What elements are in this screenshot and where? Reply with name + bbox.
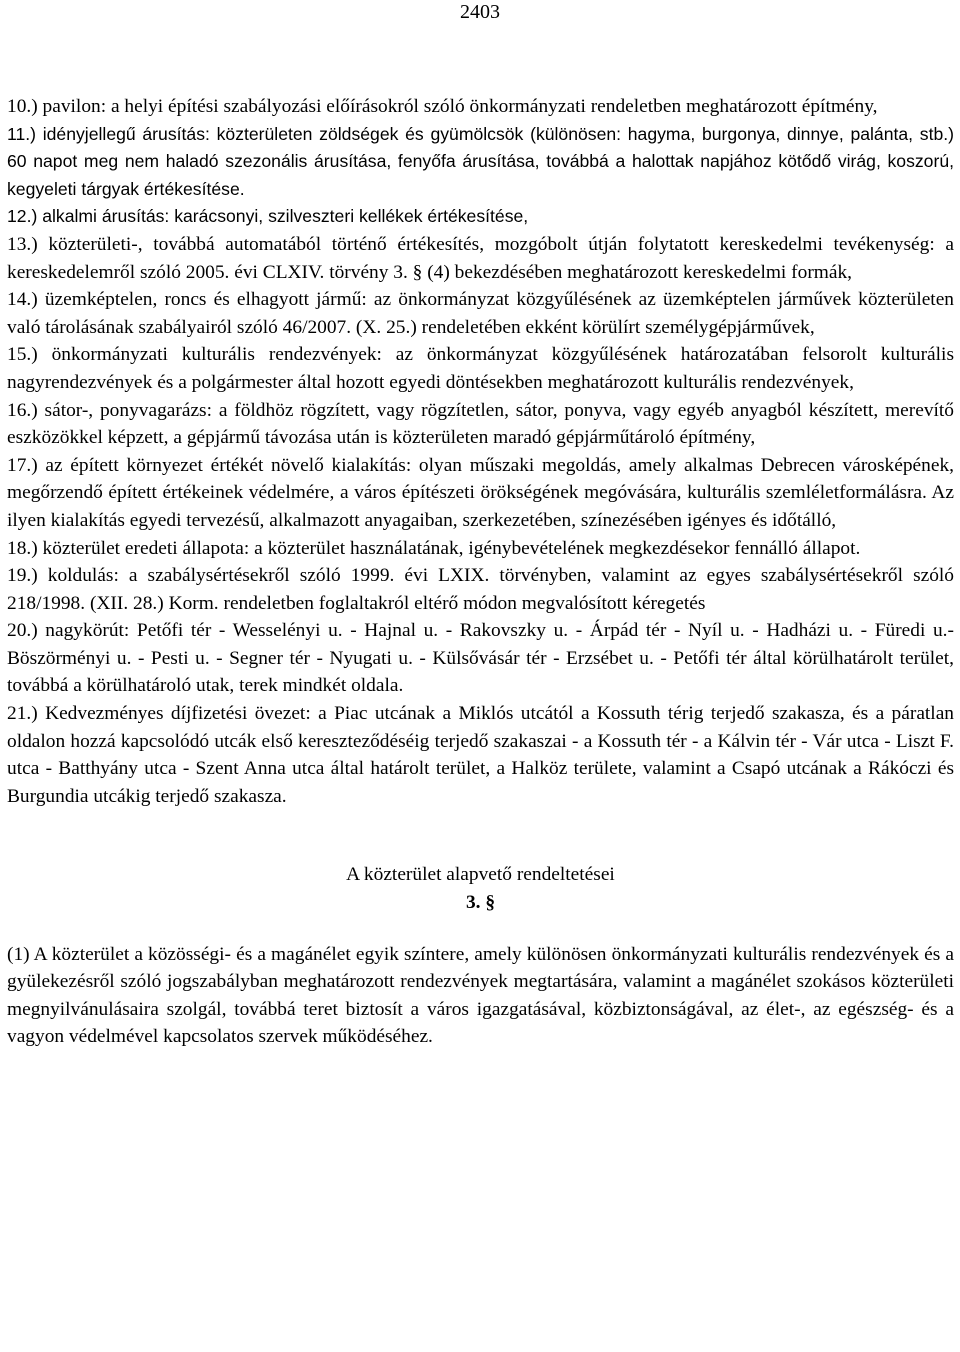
definition-19: 19.) koldulás: a szabálysértésekről szóló 1999. évi LXIX. törvényben, valamint az egyes szabálysértésekről szóló 218/1998. (XII. 28.) Korm. rendeletben foglaltakról eltérő módon megvalósított kéregetés [7,565,954,614]
definition-18: 18.) közterület eredeti állapota: a közterület használatának, igénybevételének megkezdésekor fennálló állapot. [7,537,861,559]
definition-17: 17.) az épített környezet értékét növelő kialakítás: olyan műszaki megoldás, amely alkalmas Debrecen városképének, megőrzendő épített értékeinek védelmére, a város építészeti örökségének megóvására, kulturális szemléletformálásra. Az ilyen kialakítás egyedi tervezésű, alkalmazott anyagaiban, szerkezetében, színezésében igényes és időtálló, [7,454,954,531]
definition-13: 13.) közterületi-, továbbá automatából történő értékesítés, mozgóbolt útján folytatott kereskedelmi tevékenység: a kereskedelemről szóló 2005. évi CLXIV. törvény 3. § (4) bekezdésében meghatározott kereskedelmi formák, [7,233,954,283]
section-title: A közterület alapvető rendeltetései [346,864,615,886]
definition-15: 15.) önkormányzati kulturális rendezvények: az önkormányzat közgyűlésének határozatában felsorolt kulturális nagyrendezvények és a polgármester által hozott egyedi döntésekben meghatározott kulturális rendezvények, [7,344,954,393]
definition-16: 16.) sátor-, ponyvagarázs: a földhöz rögzített, vagy rögzítetlen, sátor, ponyva, vagy egyéb anyagból készített, merevítő eszközökkel képzett, a gépjármű távozása után is közterületen maradó gépjárműtároló építmény, [7,399,954,449]
document-body [7,93,954,1051]
definition-14: 14.) üzemképtelen, roncs és elhagyott jármű: az önkormányzat közgyűlésének az üzemképtelen járművek közterületen való tárolásának szabályairól szóló 46/2007. (X. 25.) rendeletében ekként körülírt személygépjárművek, [7,289,954,338]
definition-20: 20.) nagykörút: Petőfi tér - Wesselényi u. - Hajnal u. - Rakovszky u. - Árpád tér - Nyíl u. - Hadházi u. - Füredi u.- Böszörményi u. - Pesti u. - Segner tér - Nyugati u. - Külsővásár tér - Erzsébet u. - Petőfi tér által körülhatárolt terület, továbbá a körülhatároló utak, terek mindkét oldala. [7,620,954,697]
definition-11: 11.) idényjellegű árusítás: közterületen zöldségek és gyümölcsök (különösen: hagyma, burgonya, dinnye, palánta, stb.) 60 napot meg nem haladó szezonális árusítása, fenyőfa árusítása, továbbá a halottak napjához kötődő virág, koszorú, kegyeleti tárgyak értékesítése. [7,123,954,199]
section-spacer [7,917,954,941]
definition-21: 21.) Kedvezményes díjfizetési övezet: a Piac utcának a Miklós utcától a Kossuth térig terjedő szakasza, és a páratlan oldalon hozzá kapcsolódó utcák első kereszteződéséig terjedő szakaszai - a Kossuth tér - a Kálvin tér - Vár utca - Liszt F. utca - Batthyány utca - Szent Anna utca által határolt terület, a Halköz területe, valamint a Csapó utcának a Rákóczi és Burgundia utcákig terjedő szakasza. [7,703,954,807]
section-number: 3. § [465,892,496,914]
section-paragraph-1: (1) A közterület a közösségi- és a magánélet egyik színtere, amely különösen önkormányzati kulturális rendezvények és a gyülekezésről szóló jogszabályban meghatározott rendezvények megtartására, valamint a magánélet szokásos közterületi megnyilvánulásaira szolgál, továbbá teret biztosít a város igazgatásával, közbiztonságával, az élet-, az egészség- és a vagyon védelmével kapcsolatos szervek működéséhez. [7,943,954,1048]
definition-10: 10.) pavilon: a helyi építési szabályozási előírásokról szóló önkormányzati rendeletben meghatározott építmény, [7,96,878,117]
definition-12: 12.) alkalmi árusítás: karácsonyi, szilveszteri kellékek értékesítése, [7,206,529,227]
page-number: 2403 [460,1,500,23]
